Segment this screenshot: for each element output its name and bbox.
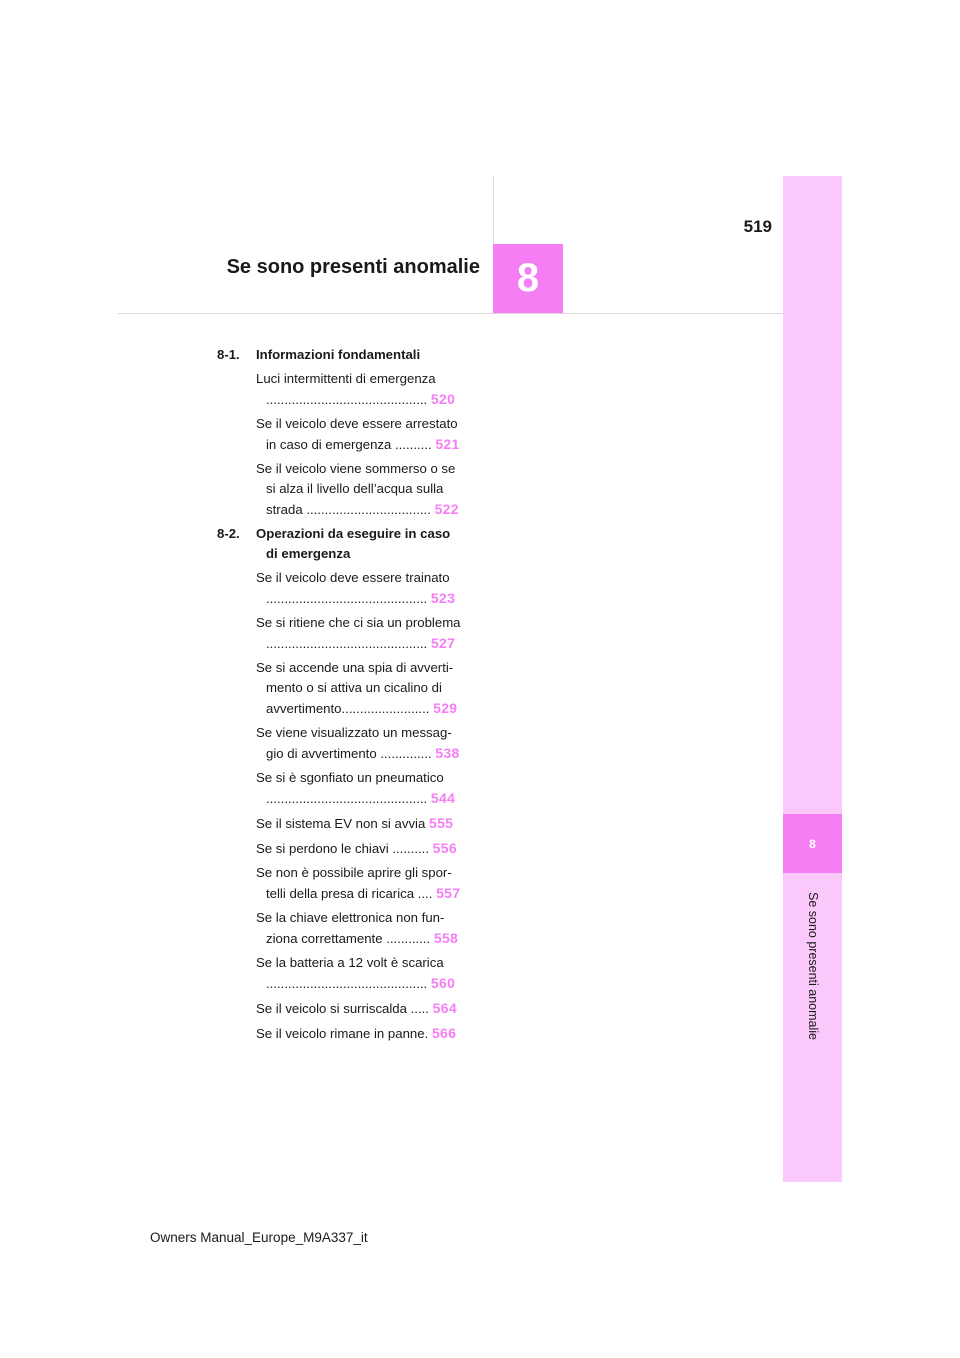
toc-entry-text: si alza il livello dell’acqua sulla [266,481,444,496]
toc-entry-page-link[interactable]: 521 [435,436,460,452]
toc-entry-page-link[interactable]: 566 [431,1025,457,1041]
toc-entry-page-link[interactable]: 558 [433,930,459,946]
toc-entry-line [256,883,472,904]
toc-entry-page-link[interactable]: 564 [432,1000,457,1016]
toc-group-8-2 [217,524,472,1044]
toc-entry[interactable] [217,813,472,834]
toc-entry-text: Se la chiave elettronica non fun- [256,910,445,925]
header-horizontal-rule [118,313,783,314]
toc-entry-page-link[interactable]: 560 [430,975,456,991]
toc-entry[interactable] [217,838,472,859]
toc-entry-page-link[interactable]: 555 [428,815,454,831]
toc-entry-line [256,613,472,633]
toc-entry-line [256,973,472,994]
toc-entry-page-link[interactable]: 556 [432,840,457,856]
toc-group-title-line: di emergenza [266,546,351,561]
toc-entry-text: Luci intermittenti di emergenza [256,371,436,386]
side-chapter-label-text: Se sono presenti anomalie [805,891,820,1040]
toc-entry-text: telli della presa di ricarica .... [266,886,433,901]
toc-entry-page-link[interactable]: 557 [436,885,461,901]
toc-entry-line [256,434,472,455]
chapter-number-box [493,244,563,313]
footer-doc-id: Owners Manual_Europe_M9A337_it [150,1230,368,1245]
toc-entry-line [256,369,472,389]
toc-entry-line [256,658,472,678]
toc-entry-text: mento o si attiva un cicalino di [266,680,442,695]
chapter-number: 8 [516,256,540,300]
toc-entry[interactable] [217,658,472,719]
toc-entry[interactable] [217,908,472,949]
toc-group-number: 8-2. [217,526,240,541]
toc-group-heading [217,345,472,365]
table-of-contents [217,345,472,1048]
toc-entry-page-link[interactable]: 523 [430,590,456,606]
side-chapter-number: 8 [809,836,816,851]
section-title: Se sono presenti anomalie [226,256,480,278]
header-vertical-rule [493,176,494,244]
side-chapter-label [783,878,842,1053]
toc-entry-text: Se si ritiene che ci sia un problema [256,615,461,630]
toc-entry-line [256,698,472,719]
toc-entry[interactable] [217,768,472,809]
toc-entry-text: ............................................ [266,636,428,651]
toc-entry-line [256,768,472,788]
toc-entry[interactable] [217,459,472,520]
toc-entry-text: strada .................................. [266,502,431,517]
toc-group-number: 8-1. [217,347,240,362]
toc-entry-text: Se si accende una spia di avverti- [256,660,454,675]
toc-group-heading [217,524,472,564]
toc-entry-line [256,588,472,609]
toc-entry-line [256,479,472,499]
toc-entry-text: gio di avvertimento .............. [266,746,432,761]
toc-entry-text: Se il veicolo deve essere trainato [256,570,450,585]
toc-entry-text: Se il veicolo rimane in panne. [256,1026,429,1041]
toc-entry-text: in caso di emergenza .......... [266,437,432,452]
toc-entry-line [256,723,472,743]
toc-entry-line [256,459,472,479]
toc-entry-line [256,813,472,834]
toc-entry-text: Se la batteria a 12 volt è scarica [256,955,444,970]
toc-entry[interactable] [217,953,472,994]
toc-entry-text: Se non è possibile aprire gli spor- [256,865,452,880]
toc-entry[interactable] [217,568,472,609]
toc-group-title: Informazioni fondamentali [256,347,421,362]
side-chapter-tab [783,814,842,873]
toc-entry-text: Se il veicolo si surriscalda ..... [256,1001,429,1016]
toc-entry-text: ............................................ [266,591,428,606]
toc-entry-line [256,414,472,434]
toc-entry-line [256,633,472,654]
toc-entry-text: ............................................ [266,791,428,806]
toc-entry[interactable] [217,998,472,1019]
toc-entry-page-link[interactable]: 522 [434,501,459,517]
toc-group-8-1 [217,345,472,520]
toc-entry-page-link[interactable]: 520 [430,391,456,407]
toc-entry-line [256,1023,472,1044]
toc-entry-text: Se il veicolo deve essere arrestato [256,416,458,431]
toc-entry-line [256,908,472,928]
toc-entry-line [256,863,472,883]
toc-entry-text: Se si è sgonfiato un pneumatico [256,770,444,785]
toc-entry-line [256,928,472,949]
toc-entry-line [256,499,472,520]
toc-entry-line [256,998,472,1019]
toc-entry-line [256,743,472,764]
toc-entry[interactable] [217,723,472,764]
toc-entry[interactable] [217,863,472,904]
toc-entry-page-link[interactable]: 527 [430,635,456,651]
toc-entry-line [256,953,472,973]
page-number: 519 [743,217,772,236]
toc-entry-page-link[interactable]: 544 [430,790,456,806]
toc-entry-text: Se si perdono le chiavi .......... [256,841,429,856]
toc-entry[interactable] [217,369,472,410]
toc-entry-page-link[interactable]: 529 [433,700,458,716]
toc-group-title-line: Operazioni da eseguire in caso [256,526,451,541]
toc-entry-text: Se il sistema EV non si avvia [256,816,429,831]
toc-entry-text: avvertimento........................ [266,701,430,716]
toc-entry[interactable] [217,414,472,455]
toc-entry-text: ziona correttamente ............ [266,931,431,946]
toc-entry-line [256,568,472,588]
toc-entry-line [256,788,472,809]
toc-entry-text: Se viene visualizzato un messag- [256,725,452,740]
toc-entry-line [256,678,472,698]
toc-entry-page-link[interactable]: 538 [435,745,460,761]
toc-entry-text: ............................................ [266,392,428,407]
toc-entry-line [256,838,472,859]
toc-entry[interactable] [217,613,472,654]
toc-entry[interactable] [217,1023,472,1044]
toc-entry-text: Se il veicolo viene sommerso o se [256,461,456,476]
toc-entry-line [256,389,472,410]
toc-entry-text: ............................................ [266,976,428,991]
toc-group-title [256,524,472,564]
